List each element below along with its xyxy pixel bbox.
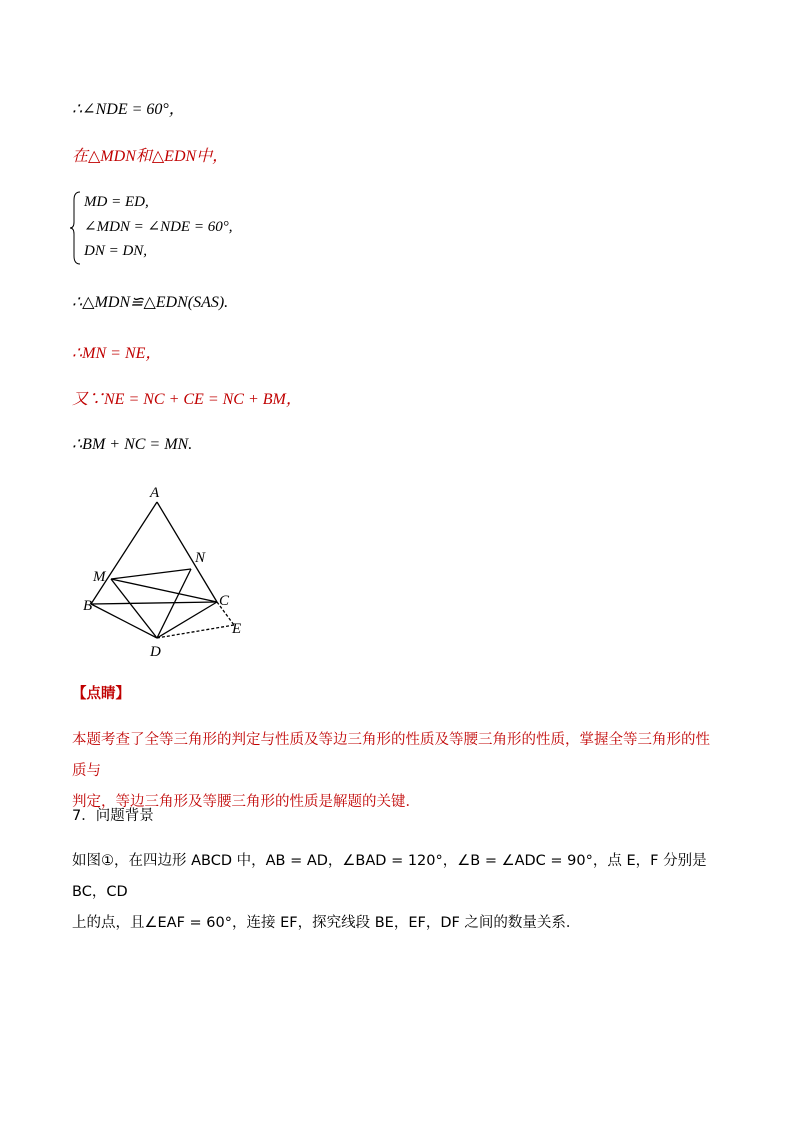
segment-BC (91, 602, 217, 604)
label-A: A (150, 485, 160, 501)
label-M: M (93, 569, 106, 585)
system-line-2: ∠MDN = ∠NDE = 60°, (84, 219, 233, 235)
dianjing-body-line-2: 判定，等边三角形及等腰三角形的性质是解题的关键． (72, 794, 420, 810)
geometry-figure (80, 480, 260, 665)
system-line-1: MD = ED, (84, 194, 149, 210)
label-B: B (83, 598, 93, 614)
dianjing-body (72, 725, 722, 818)
segment-BD (91, 604, 157, 638)
proof-line-ne-sum: 又∵NE = NC + CE = NC + BM， (72, 391, 302, 408)
label-E: E (232, 621, 242, 637)
label-D: D (150, 644, 161, 660)
proof-line-angle-nde: ∴∠NDE = 60°， (72, 101, 185, 118)
problem-7-line-2: 上的点，且∠EAF = 60°，连接 EF，探究线段 BE，EF，DF 之间的数量关系． (72, 915, 581, 931)
segment-AB (91, 502, 157, 604)
segment-MN (111, 569, 191, 579)
segment-AC (157, 502, 217, 602)
problem-7-title: 7．问题背景 (72, 808, 154, 824)
problem-7-statement (72, 846, 732, 939)
proof-line-mn-ne: ∴MN = NE， (72, 345, 162, 362)
proof-line-in-triangles (72, 146, 228, 167)
label-N: N (195, 550, 206, 566)
proof-line-in-triangles-text: 在△MDN和△EDN中， (72, 148, 229, 165)
dianjing-body-line-1: 本题考查了全等三角形的判定与性质及等边三角形的性质及等腰三角形的性质，掌握全等三角形的性质与 (72, 732, 710, 779)
system-brace (70, 190, 82, 266)
proof-line-conclusion: ∴BM + NC = MN. (72, 436, 193, 453)
dianjing-heading: 【点睛】 (72, 686, 130, 702)
proof-line-congruence: ∴△MDN≌△EDN(SAS). (72, 294, 229, 311)
problem-7-line-1: 如图①，在四边形 ABCD 中，AB = AD，∠BAD = 120°，∠B = ∠ADC = 90°，点 E，F 分别是 BC，CD (72, 853, 707, 900)
label-C: C (219, 593, 230, 609)
system-line-3: DN = DN, (84, 243, 148, 259)
